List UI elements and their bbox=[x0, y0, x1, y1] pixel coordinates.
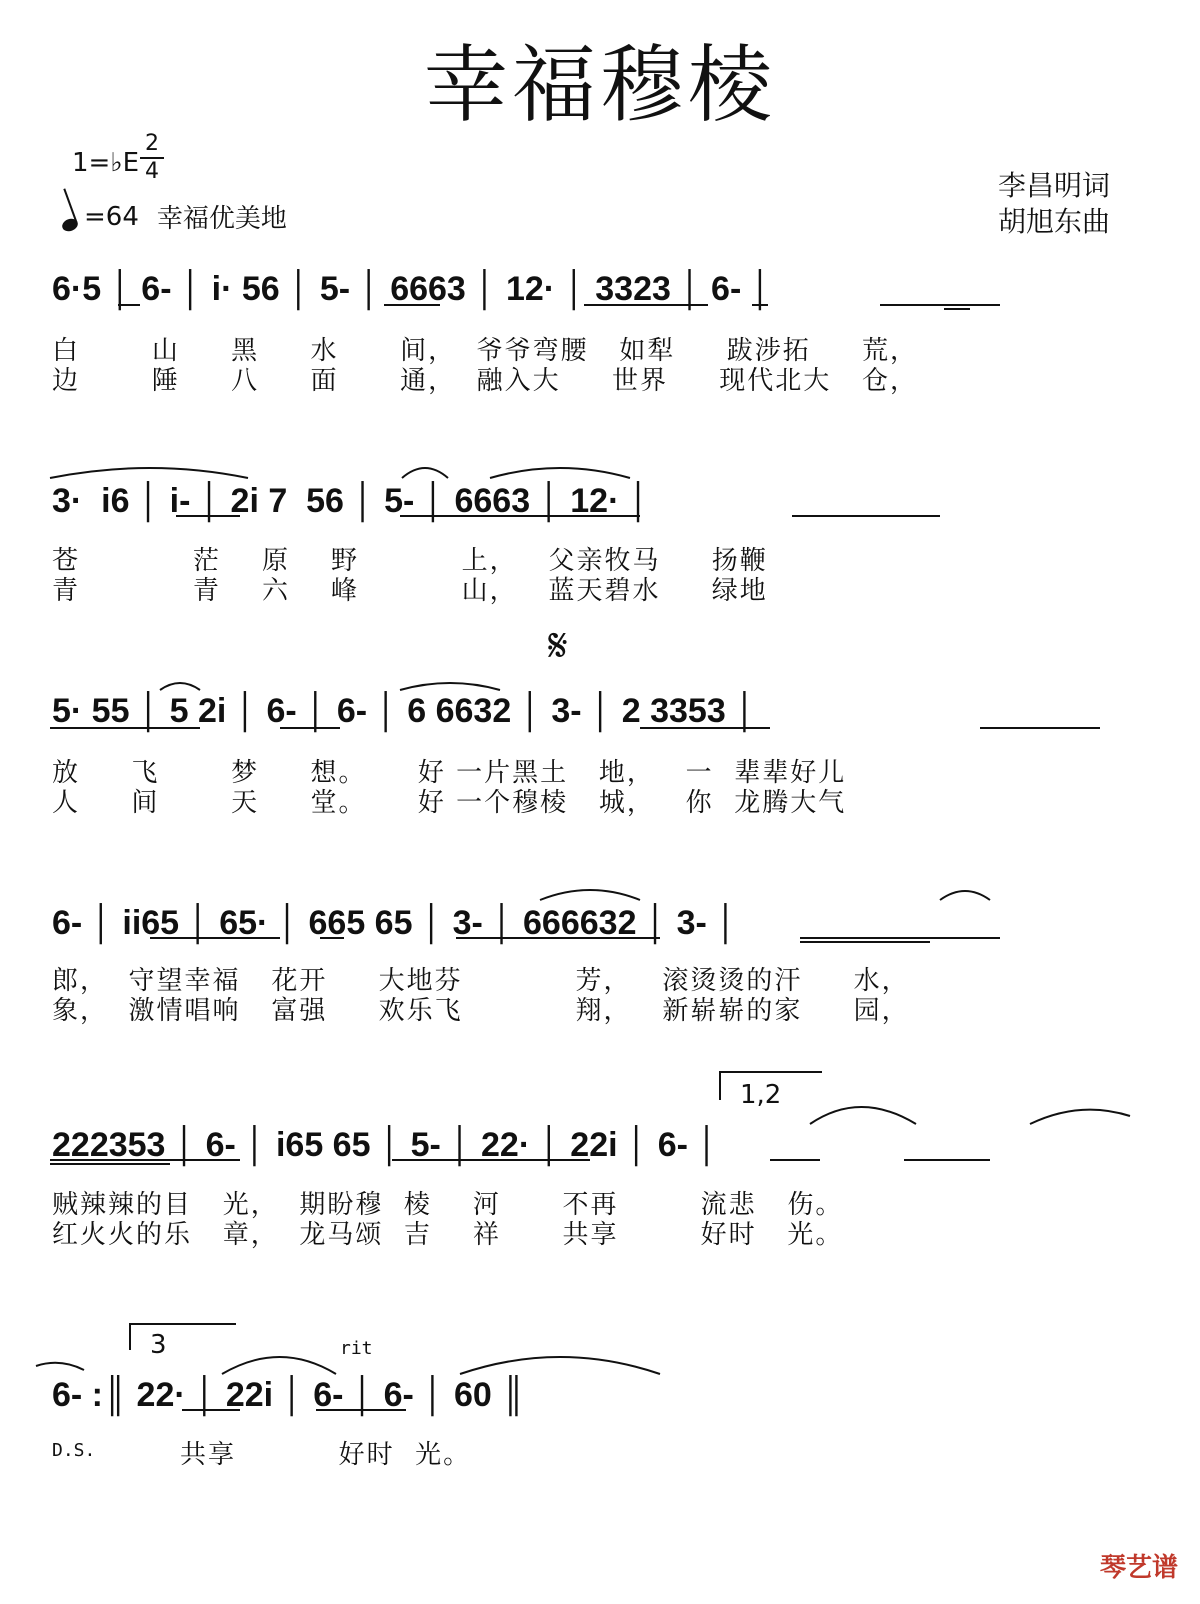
system-3-lyrics-verse-2: 人 间 天 堂。 好 一个穆棱 城， 你 龙腾大气 bbox=[52, 788, 847, 818]
system-3-notes: 5· 55 │ 5 2i │ 6- │ 6- │ 6 6632 │ 3- │ 2 3353 │ bbox=[52, 692, 757, 730]
slur-mark bbox=[400, 683, 500, 690]
lyricist: 李昌明词 bbox=[997, 169, 1110, 202]
slur-mark bbox=[402, 468, 448, 478]
key-signature: 1=♭E bbox=[72, 148, 140, 178]
time-signature-top: 2 bbox=[145, 131, 159, 156]
slur-mark bbox=[1030, 1110, 1130, 1124]
segno-icon: 𝄋 bbox=[548, 618, 568, 672]
system-1-lyrics-verse-2: 边 陲 八 面 通， 融入大 世界 现代北大 仓， bbox=[52, 366, 919, 396]
system-5-notes: 222353 │ 6- │ i65 65 │ 5- │ 22· │ 22i │ 6- │ bbox=[52, 1126, 719, 1164]
system-4-lyrics-verse-2: 象， 激情唱响 富强 欢乐飞 翔， 新崭崭的家 园， bbox=[52, 996, 910, 1026]
composer: 胡旭东曲 bbox=[997, 205, 1110, 238]
slur-mark bbox=[36, 1363, 84, 1370]
system-6-lyrics: 共享 好时 光。 bbox=[180, 1440, 472, 1470]
slur-mark bbox=[540, 890, 640, 900]
system-1-lyrics-verse-1: 白 山 黑 水 间， 爷爷弯腰 如犁 跋涉拓 荒， bbox=[52, 336, 919, 366]
volta-bracket bbox=[720, 1072, 822, 1100]
system-1-notes: 6·5 │ 6- │ i· 56 │ 5- │ 6663 │ 12· │ 3323 │ 6- │ bbox=[52, 270, 772, 308]
system-2-lyrics-verse-2: 青 青 六 峰 山， 蓝天碧水 绿地 bbox=[52, 576, 768, 606]
tempo-value: =64 bbox=[84, 201, 139, 232]
slur-mark bbox=[460, 1357, 660, 1374]
system-2-lyrics-verse-1: 苍 茫 原 野 上， 父亲牧马 扬鞭 bbox=[52, 546, 768, 576]
volta-bracket bbox=[130, 1324, 236, 1350]
system-4-lyrics-verse-1: 郎， 守望幸福 花开 大地芬 芳， 滚烫烫的汗 水， bbox=[52, 966, 910, 996]
system-3-lyrics-verse-1: 放 飞 梦 想。 好 一片黑土 地， 一 辈辈好儿 bbox=[52, 758, 847, 788]
slur-mark bbox=[490, 468, 630, 478]
slur-mark bbox=[222, 1357, 336, 1374]
expression-marking: 幸福优美地 bbox=[156, 204, 287, 234]
volta-1-2: 1,2 bbox=[740, 1080, 782, 1110]
slur-mark bbox=[940, 891, 990, 900]
slur-mark bbox=[160, 683, 200, 690]
slur-mark bbox=[810, 1107, 916, 1124]
ritardando-marking: rit bbox=[340, 1338, 373, 1359]
system-6-notes: 6- :║ 22· │ 22i │ 6- │ 6- │ 60 ║ bbox=[52, 1376, 526, 1414]
volta-3: 3 bbox=[150, 1330, 167, 1360]
system-5-lyrics-verse-1: 贼辣辣的目 光， 期盼穆 棱 河 不再 流悲 伤。 bbox=[52, 1190, 844, 1220]
dal-segno-marking: D.S. bbox=[52, 1440, 96, 1461]
slur-mark bbox=[50, 468, 248, 478]
system-5-lyrics-verse-2: 红火火的乐 章， 龙马颂 吉 祥 共享 好时 光。 bbox=[52, 1220, 844, 1250]
page-title: 幸福穆棱 bbox=[423, 36, 776, 134]
system-2-notes: 3· i6 │ i- │ 2i 7 56 │ 5- │ 6663 │ 12· │ bbox=[52, 482, 651, 520]
system-4-notes: 6- │ ii65 │ 65· │ 665 65 │ 3- │ 666632 │ 3- │ bbox=[52, 904, 738, 942]
time-signature-bottom: 4 bbox=[145, 159, 159, 184]
site-logo: 琴艺谱 bbox=[1099, 1553, 1178, 1583]
